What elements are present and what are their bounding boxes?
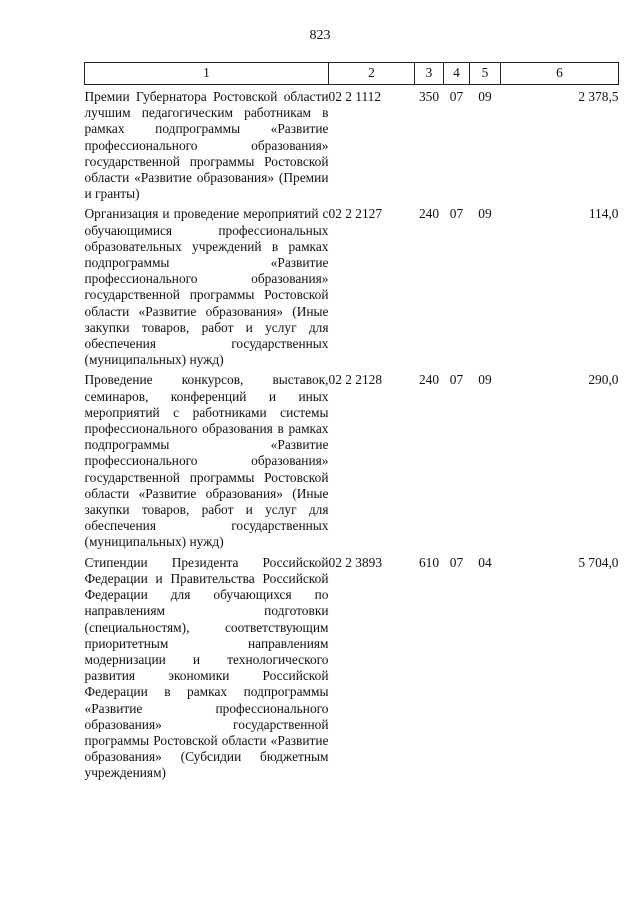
- row-amount: 5 704,0: [578, 554, 619, 570]
- row-expense-type: 350: [418, 89, 440, 104]
- row-name: Премии Губернатора Ростовской области лучшим педагогическим работникам в рамках подпрограммы «Развитие профессионального образования» государственной программы Ростовской области «Развитие образования» (Премии и гранты): [84, 89, 329, 202]
- column-header-subsection: 5: [470, 63, 501, 85]
- page-number: 823: [309, 28, 331, 43]
- row-expense-type: 240: [418, 372, 440, 388]
- column-header-code: 2: [329, 63, 415, 85]
- row-section: 07: [449, 554, 464, 570]
- column-header-expense-type: 3: [415, 63, 444, 85]
- row-code: 02 2 1112: [328, 89, 382, 104]
- row-code: 02 2 2127: [328, 206, 383, 222]
- row-name: Организация и проведение мероприятий с обучающимися профессиональных образовательных учреждений в рамках подпрограммы «Развитие профессионального образования» государственной программы Ростовской области «Развитие образования» (Иные закупки товаров, работ и услуг для обеспечения государственных (муниципальных) нужд): [84, 206, 329, 368]
- row-name: Проведение конкурсов, выставок, семинаров, конференций и иных мероприятий с работниками системы профессионального образования в рамках подпрограммы «Развитие профессионального образования» государственной программы Ростовской области «Развитие образования» (Иные закупки товаров, работ и услуг для обеспечения государственных (муниципальных) нужд): [84, 372, 329, 550]
- row-section: 07: [449, 206, 464, 222]
- budget-table: [84, 62, 619, 782]
- row-code: 02 2 2128: [328, 372, 383, 388]
- row-section: 07: [449, 89, 464, 104]
- row-name: Стипендии Президента Российской Федерации и Правительства Российской Федерации для обучающихся по направлениям подготовки (специальностям), соответствующим приоритетным направлениям модернизации и технологического развития экономики Российской Федерации в рамках подпрограммы «Развитие профессионального образования» государственной программы Ростовской области «Развитие образования» (Субсидии бюджетным учреждениям): [84, 554, 329, 781]
- row-subsection: 09: [478, 206, 492, 222]
- header-row: [85, 63, 619, 85]
- row-amount: 114,0: [588, 206, 619, 222]
- table-row: [85, 368, 619, 550]
- row-section: 07: [449, 372, 464, 388]
- column-header-amount: 6: [501, 63, 619, 85]
- table-row: [85, 85, 619, 203]
- row-subsection: 09: [478, 89, 492, 104]
- row-expense-type: 610: [418, 554, 440, 570]
- row-subsection: 04: [478, 554, 492, 570]
- row-amount: 290,0: [588, 372, 619, 388]
- row-expense-type: 240: [418, 206, 440, 222]
- row-amount: 2 378,5: [578, 89, 619, 104]
- table-row: [85, 202, 619, 368]
- column-header-section: 4: [444, 63, 470, 85]
- table-row: [85, 551, 619, 782]
- column-header-name: 1: [85, 63, 329, 85]
- row-subsection: 09: [478, 372, 492, 388]
- row-code: 02 2 3893: [328, 554, 383, 570]
